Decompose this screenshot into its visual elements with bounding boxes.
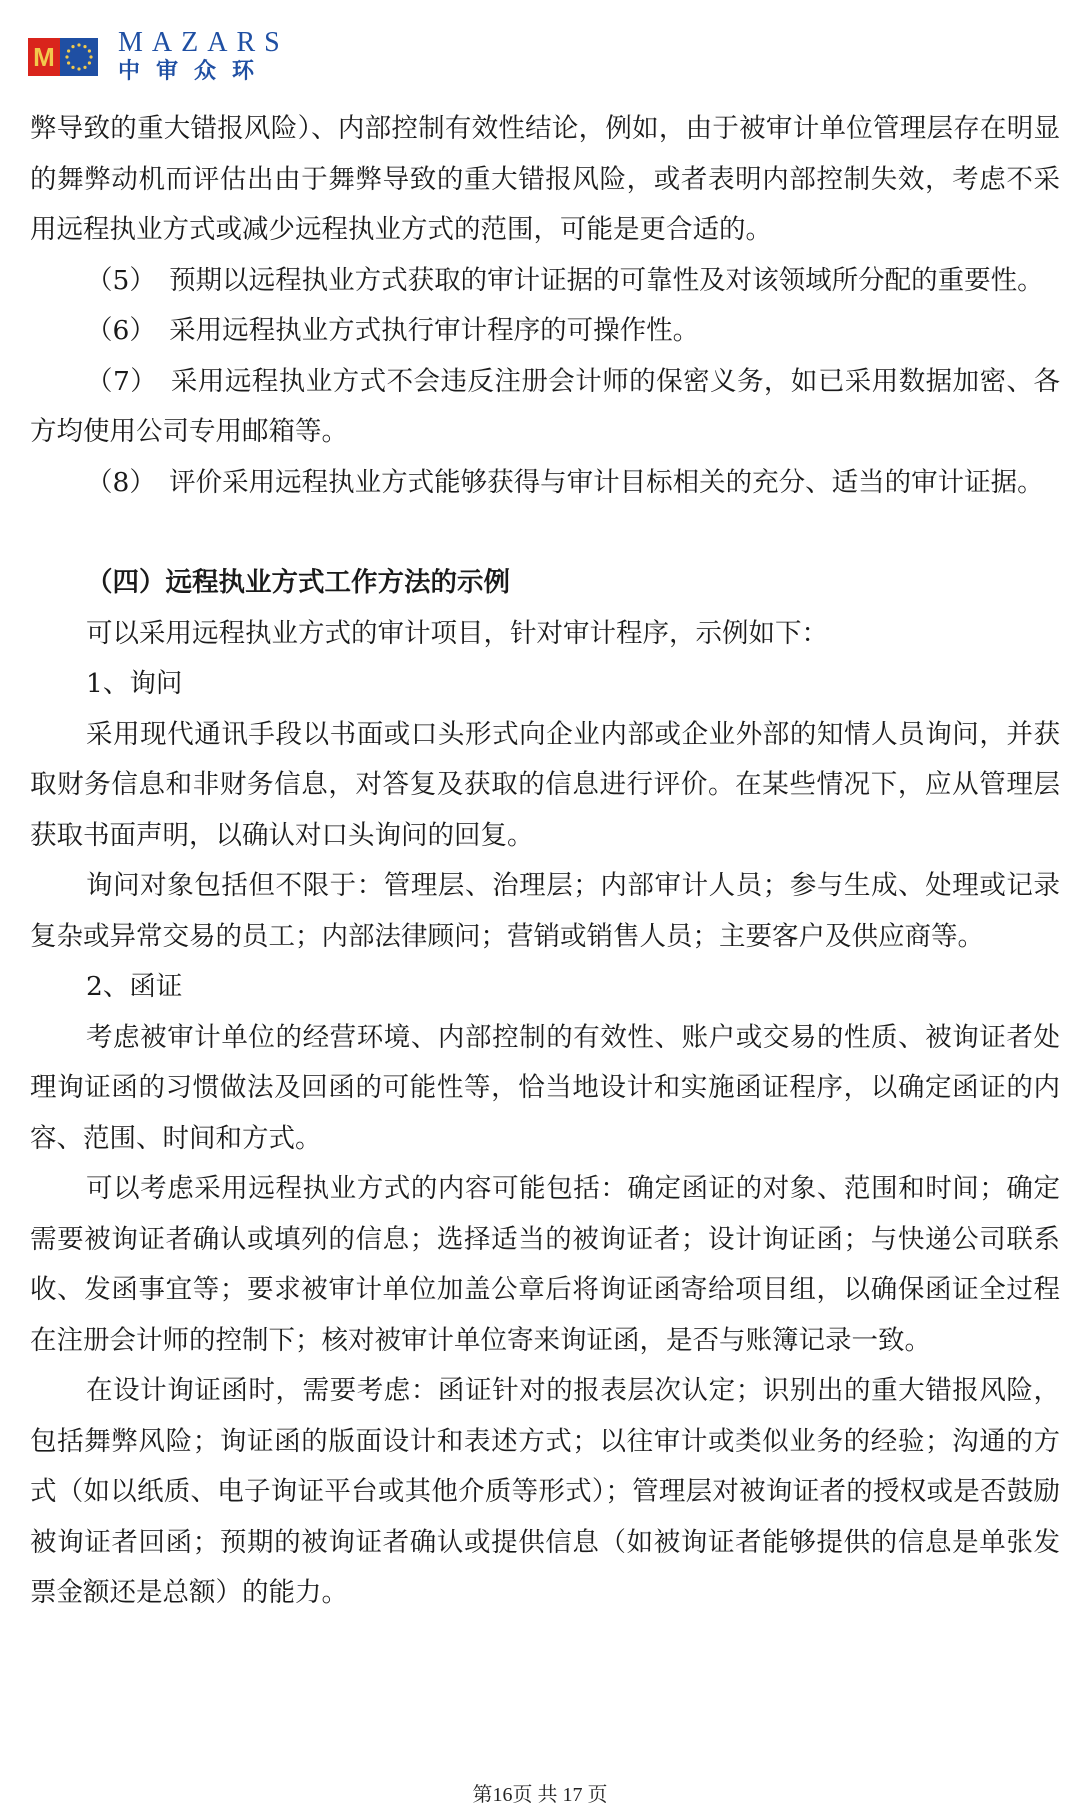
mazars-logo-icon xyxy=(28,38,98,76)
logo-chinese-name: 中审众环 xyxy=(118,59,271,84)
logo-text xyxy=(118,28,289,86)
paragraph-confirmation-1: 考虑被审计单位的经营环境、内部控制的有效性、账户或交易的性质、被询证者处理询证函的习惯做法及回函的可能性等，恰当地设计和实施函证程序，以确定函证的内容、范围、时间和方式。 xyxy=(30,1021,1060,1154)
paragraph-inquiry-1: 采用现代通讯手段以书面或口头形式向企业内部或企业外部的知情人员询问，并获取财务信息和非财务信息，对答复及获取的信息进行评价。在某些情况下，应从管理层获取书面声明，以确认对口头询问的回复。 xyxy=(30,718,1060,851)
list-item-5: （5） 预期以远程执业方式获取的审计证据的可靠性及对该领域所分配的重要性。 xyxy=(86,264,1044,296)
list-item-6: （6） 采用远程执业方式执行审计程序的可操作性。 xyxy=(86,315,700,346)
logo-m-block: M xyxy=(28,38,60,76)
page-header xyxy=(28,26,289,88)
logo-stars-block xyxy=(60,38,98,76)
paragraph-confirmation-3: 在设计询证函时，需要考虑：函证针对的报表层次认定；识别出的重大错报风险，包括舞弊风险；询证函的版面设计和表述方式；以往审计或类似业务的经验；沟通的方式（如以纸质、电子询证平台或其他介质等形式）；管理层对被询证者的授权或是否鼓励被询证者回函；预期的被询证者确认或提供信息（如被询证者能够提供的信息是单张发票金额还是总额）的能力。 xyxy=(30,1375,1060,1608)
subheading-confirmation: 2、函证 xyxy=(86,971,183,1002)
paragraph-inquiry-2: 询问对象包括但不限于：管理层、治理层；内部审计人员；参与生成、处理或记录复杂或异常交易的员工；内部法律顾问；营销或销售人员；主要客户及供应商等。 xyxy=(30,870,1060,952)
logo-english-name: MAZARS xyxy=(118,27,289,58)
paragraph-intro: 可以采用远程执业方式的审计项目，针对审计程序，示例如下： xyxy=(86,617,828,649)
document-body xyxy=(30,104,1060,1619)
list-item-7: （7） 采用远程执业方式不会违反注册会计师的保密义务，如已采用数据加密、各方均使用公司专用邮箱等。 xyxy=(30,365,1060,447)
list-item-8: （8） 评价采用远程执业方式能够获得与审计目标相关的充分、适当的审计证据。 xyxy=(86,466,1044,498)
page-number: 第16页 共 17 页 xyxy=(472,1784,608,1806)
subheading-inquiry: 1、询问 xyxy=(86,668,183,699)
paragraph-continued: 弊导致的重大错报风险）、内部控制有效性结论，例如，由于被审计单位管理层存在明显的舞弊动机而评估出由于舞弊导致的重大错报风险，或者表明内部控制失效，考虑不采用远程执业方式或减少远程执业方式的范围，可能是更合适的。 xyxy=(30,113,1060,245)
paragraph-confirmation-2: 可以考虑采用远程执业方式的内容可能包括：确定函证的对象、范围和时间；确定需要被询证者确认或填列的信息；选择适当的被询证者；设计询证函；与快递公司联系收、发函事宜等；要求被审计单位加盖公章后将询证函寄给项目组，以确保函证全过程在注册会计师的控制下；核对被审计单位寄来询证函，是否与账簿记录一致。 xyxy=(30,1173,1060,1356)
section-heading: （四）远程执业方式工作方法的示例 xyxy=(86,567,510,598)
